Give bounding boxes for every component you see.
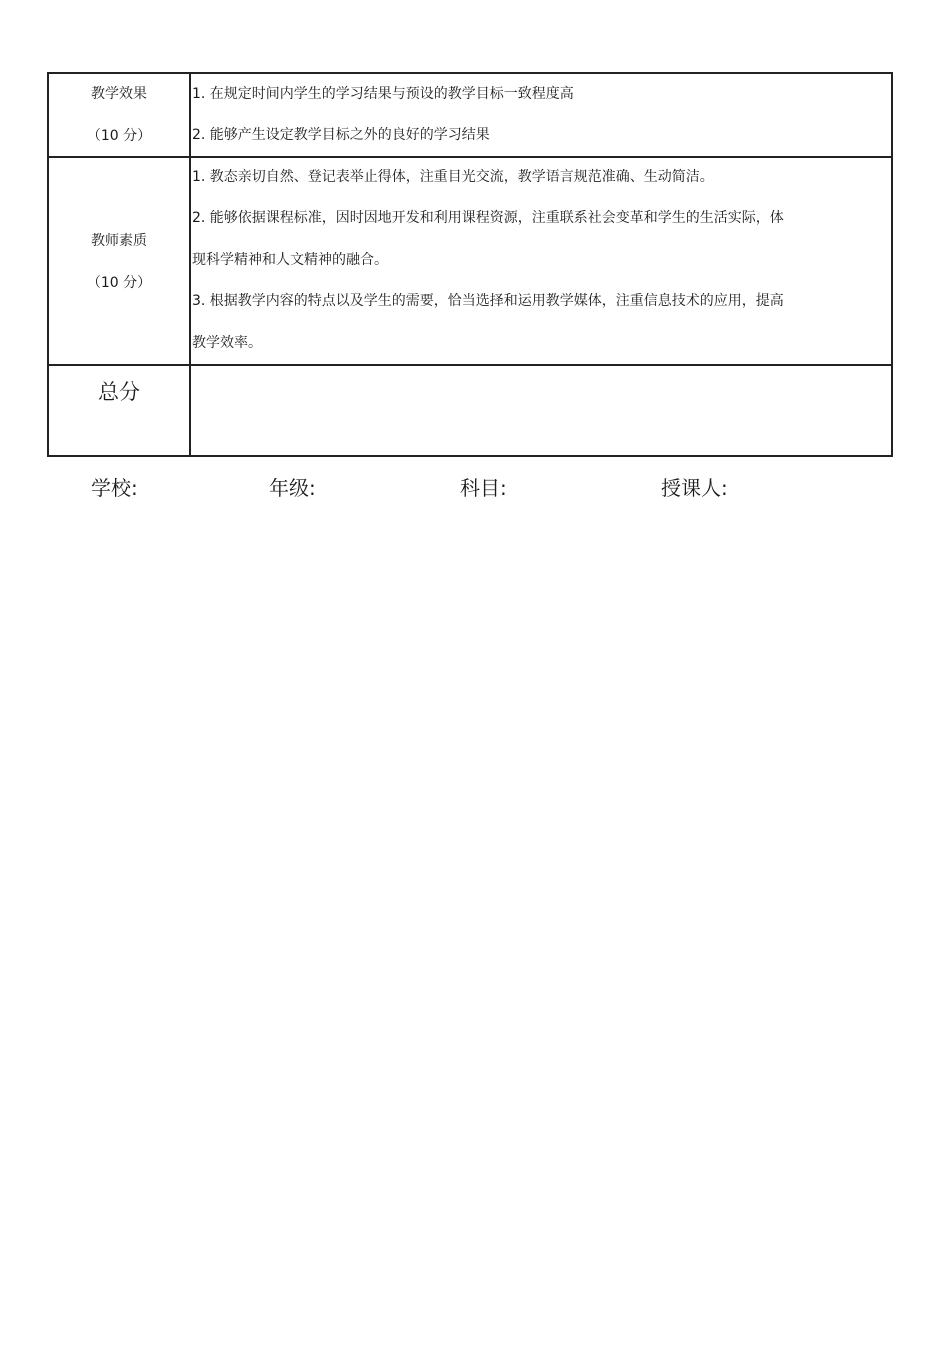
teacher-field-label: 授课人: [661, 476, 728, 500]
total-label-cell [48, 365, 190, 456]
criterion-score: （10 分） [86, 275, 152, 292]
criterion-content-cell [190, 73, 892, 157]
subject-field-label: 科目: [460, 476, 507, 500]
criterion-text-line: 3. 根据教学内容的特点以及学生的需要，恰当选择和运用教学媒体，注重信息技术的应用，提高 [192, 293, 784, 310]
table-row-total [48, 365, 892, 456]
total-label: 总分 [98, 380, 140, 405]
criterion-text-line: 2. 能够产生设定教学目标之外的良好的学习结果 [192, 127, 490, 143]
total-value-cell[interactable] [190, 365, 892, 456]
grade-field-label: 年级: [269, 476, 316, 500]
criterion-text-line: 教学效率。 [192, 334, 262, 351]
criterion-label-cell [48, 157, 190, 365]
criterion-text-line: 2. 能够依据课程标准，因时因地开发和利用课程资源，注重联系社会变革和学生的生活实际，体 [192, 210, 784, 227]
table-row [48, 157, 892, 365]
criterion-name: 教师素质 [91, 233, 147, 250]
school-field-label: 学校: [91, 476, 138, 500]
table-row [48, 73, 892, 157]
criterion-label-cell [48, 73, 190, 157]
evaluation-table [47, 72, 893, 457]
criterion-name: 教学效果 [91, 86, 147, 102]
criterion-text-line: 现科学精神和人文精神的融合。 [192, 251, 388, 268]
criterion-score: （10 分） [86, 128, 152, 144]
criterion-text-line: 1. 教态亲切自然、登记表举止得体，注重目光交流，教学语言规范准确、生动简洁。 [192, 169, 714, 185]
criterion-text-line: 1. 在规定时间内学生的学习结果与预设的教学目标一致程度高 [192, 86, 574, 102]
footer-fields [0, 472, 950, 500]
criterion-content-cell [190, 157, 892, 365]
